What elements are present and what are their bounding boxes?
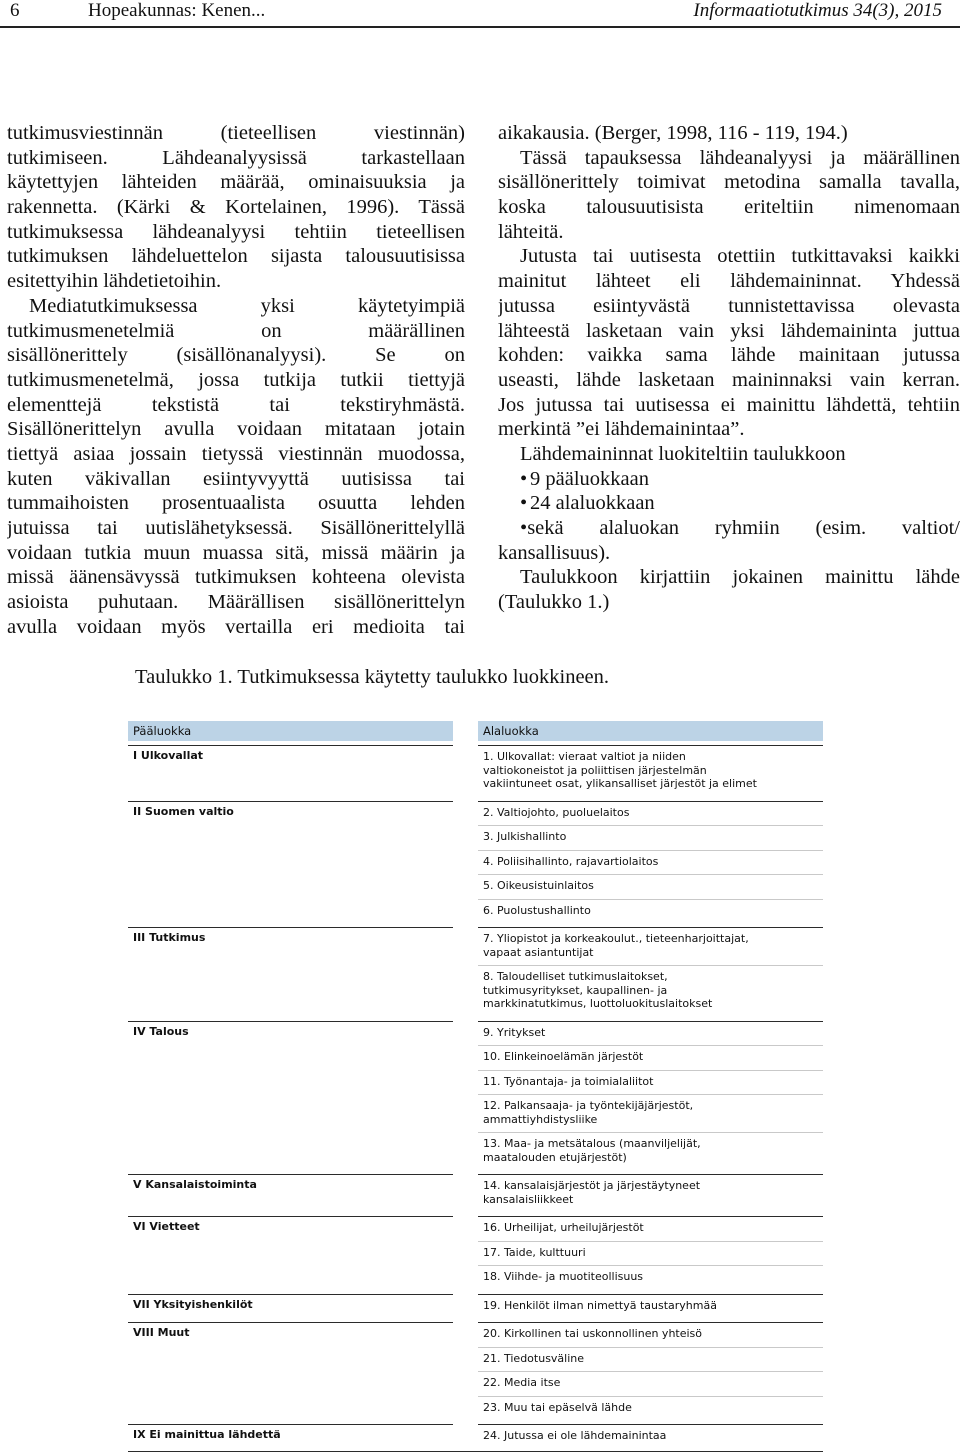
sub-category-cell: [478, 965, 823, 1017]
table-row: [128, 797, 823, 924]
sub-category-cell: [478, 1424, 823, 1449]
main-category-cell: VI Vietteet: [133, 1220, 200, 1233]
bullet-item: [498, 516, 960, 541]
paragraph-line: sisällönerittely (sisällönanalyysi). Se on: [7, 344, 465, 367]
sub-category-line: 18. Viihde- ja muotiteollisuus: [483, 1270, 644, 1283]
sub-category-line: vapaat asiantuntijat: [483, 945, 594, 959]
row-rule: [128, 1174, 453, 1175]
table-header: [128, 721, 823, 741]
sub-category-line: 19. Henkilöt ilman nimettyä taustaryhmää: [483, 1298, 717, 1312]
paragraph-line: tutkimuksen lähdeluettelon sijasta talousuutisissa: [7, 245, 465, 268]
paragraph-line: koska talousuutisista eriteltiin nimenomaan: [498, 196, 960, 219]
paragraph-line: elementtejä tekstistä tai tekstiryhmästä.: [7, 393, 465, 416]
sub-category-line: 9. Yritykset: [483, 1025, 546, 1039]
sub-category-cell: [478, 1174, 823, 1212]
sub-category-line: 23. Muu tai epäselvä lähde: [483, 1400, 632, 1414]
paragraph-line: tiettyä asiaa jossain tietyssä viestinnän muodossa,: [7, 442, 465, 465]
sub-category-line: 22. Media itse: [483, 1376, 561, 1389]
sub-category-line: 10. Elinkeinoelämän järjestöt: [483, 1050, 644, 1063]
paragraph: [498, 244, 960, 442]
sub-category-cell: [478, 1396, 823, 1421]
paragraph: [7, 121, 465, 294]
paragraph-line: missä äänensävyssä tutkimuksen kohteena olevista: [7, 566, 465, 589]
paragraph-line: tutkimusmenetelmä, jossa tutkija tutkii tiettyjä: [7, 368, 465, 391]
paragraph-line: tutkimusmenetelmiä on määrällinen: [7, 319, 465, 342]
table-row: [128, 1170, 823, 1212]
paragraph-line: tutkimusviestinnän (tieteellisen viestinnän): [7, 122, 465, 144]
sub-category-cell: [478, 927, 823, 965]
bullet-icon: •: [520, 467, 528, 490]
sub-category-list: [478, 927, 823, 1017]
paragraph: [7, 294, 465, 640]
header-author: Hopeakunnas: Kenen...: [88, 0, 266, 21]
sub-category-cell: [478, 1094, 823, 1132]
sub-category-line: 1. Ulkovallat: vieraat valtiot ja niiden: [483, 750, 686, 763]
bullet-item-continuation: kansallisuus).: [498, 541, 611, 564]
right-column: [498, 121, 960, 615]
sub-category-line: 20. Kirkollinen tai uskonnollinen yhteisö: [483, 1327, 703, 1340]
paragraph-line: tummaihoisten prosentuaalista osuutta lehden: [7, 492, 465, 515]
paragraph-line: jutussa esiintyvästä tunnistettavissa olevasta: [498, 294, 960, 317]
sub-category-list: [478, 801, 823, 924]
sub-category-line: valtiokoneistot ja poliittisen järjestelmän: [483, 763, 707, 777]
main-category-cell: II Suomen valtio: [133, 804, 234, 818]
sub-category-list: [478, 1322, 823, 1420]
sub-category-cell: [478, 874, 823, 899]
bullet-item: [498, 491, 960, 516]
sub-category-cell: [478, 1265, 823, 1290]
sub-category-list: [478, 1174, 823, 1212]
header-main-category: Pääluokka: [128, 721, 453, 741]
sub-category-cell: [478, 1347, 823, 1372]
sub-category-line: vakiintuneet osat, ylikansalliset järjestöt ja elimet: [483, 777, 757, 790]
sub-category-line: tutkimusyritykset, kaupallinen- ja: [483, 983, 668, 997]
journal-name: Informaatiotutkimus 34(3), 2015: [693, 0, 942, 21]
row-rule: [128, 745, 453, 746]
bullet-icon: •: [520, 517, 528, 539]
paragraph-line: voidaan tutkia muun muassa sitä, missä määrin ja: [7, 541, 465, 564]
sub-category-line: 12. Palkansaaja- ja työntekijäjärjestöt,: [483, 1099, 694, 1112]
sub-category-cell: [478, 850, 823, 875]
sub-category-list: [478, 1021, 823, 1171]
paragraph-line: sisällönerittely toimivat metodina samalla tavalla,: [498, 171, 960, 194]
header-sub-category: Alaluokka: [478, 721, 823, 741]
row-rule: [128, 1322, 453, 1323]
sub-category-cell: [478, 1045, 823, 1070]
main-category-cell: VIII Muut: [133, 1326, 190, 1339]
row-rule: [128, 1021, 453, 1022]
main-category-cell: V Kansalaistoiminta: [133, 1178, 257, 1191]
paragraph-line: Mediatutkimuksessa yksi käytetyimpiä: [29, 294, 465, 317]
main-category-cell: I Ulkovallat: [133, 749, 204, 762]
paragraph-line: lähteestä lasketaan vain yksi lähdemaininta juttua: [498, 319, 960, 342]
sub-category-list: [478, 1216, 823, 1290]
sub-category-line: 11. Työnantaja- ja toimialaliitot: [483, 1074, 654, 1088]
paragraph-line: Lähdemaininnat luokiteltiin taulukkoon: [520, 442, 846, 465]
paragraph-line: (Taulukko 1.): [498, 591, 610, 614]
table-caption: Taulukko 1. Tutkimuksessa käytetty taulukko luokkineen.: [135, 666, 610, 688]
sub-category-line: 21. Tiedotusväline: [483, 1351, 585, 1365]
paragraph-line: Tässä tapauksessa lähdeanalyysi ja määrällinen: [520, 146, 960, 169]
sub-category-cell: [478, 1132, 823, 1170]
sub-category-cell: [478, 745, 823, 797]
sub-category-cell: [478, 825, 823, 850]
sub-category-list: [478, 745, 823, 797]
sub-category-cell: [478, 899, 823, 924]
header-rule: [0, 26, 960, 28]
paragraph-line: käytettyjen lähteiden määrää, ominaisuuksia ja: [7, 171, 465, 194]
sub-category-line: 17. Taide, kulttuuri: [483, 1245, 586, 1259]
paragraph-line: mainitut lähteet eli lähdemaininnat. Yhdessä: [498, 270, 960, 293]
paragraph: [498, 121, 960, 146]
sub-category-line: 2. Valtiojohto, puoluelaitos: [483, 805, 630, 819]
sub-category-line: markkinatutkimus, luottoluokituslaitokset: [483, 997, 713, 1010]
row-rule: [128, 1216, 453, 1217]
bullet-text: sekä alaluokan ryhmiin (esim. valtiot/: [527, 517, 960, 539]
sub-category-line: ammattiyhdistysliike: [483, 1112, 598, 1126]
table-row: [128, 1420, 823, 1449]
bullet-text: 9 pääluokkaan: [530, 467, 649, 490]
bullet-text: 24 alaluokkaan: [530, 492, 655, 515]
sub-category-line: 4. Poliisihallinto, rajavartiolaitos: [483, 854, 659, 868]
table-row: [128, 923, 823, 1017]
row-rule: [128, 1424, 453, 1425]
main-category-cell: III Tutkimus: [133, 931, 206, 944]
sub-category-line: 3. Julkishallinto: [483, 830, 567, 843]
sub-category-line: maatalouden etujärjestöt): [483, 1150, 627, 1164]
paragraph-line: useasti, lähde lasketaan maininnaksi vain kerran.: [498, 368, 960, 391]
bullet-item: [498, 467, 960, 492]
paragraph-line: tutkimiseen. Lähdeanalyysissä tarkastellaan: [7, 146, 465, 169]
table-bottom-rule: [128, 1451, 823, 1452]
paragraph-line: aikakausia. (Berger, 1998, 116 - 119, 194.): [498, 122, 848, 144]
sub-category-line: 16. Urheilijat, urheilujärjestöt: [483, 1221, 644, 1234]
paragraph: [498, 146, 960, 245]
sub-category-cell: [478, 1294, 823, 1319]
sub-category-cell: [478, 1371, 823, 1396]
table-row: [128, 741, 823, 797]
row-rule: [128, 927, 453, 928]
paragraph-line: avulla voidaan myös vertailla eri medioita tai: [7, 615, 465, 638]
sub-category-cell: [478, 1070, 823, 1095]
table-row: [128, 1017, 823, 1171]
paragraph-line: jutuissa tai uutislähetyksessä. Sisällönerittelyllä: [7, 517, 465, 539]
paragraph-line: rakennetta. (Kärki & Kortelainen, 1996). Tässä: [7, 196, 465, 219]
row-rule: [128, 801, 453, 802]
sub-category-line: kansalaisliikkeet: [483, 1192, 574, 1206]
table-row: [128, 1212, 823, 1290]
table-row: [128, 1290, 823, 1319]
paragraph-line: Sisällönerittelyn avulla voidaan mitataan jotain: [7, 418, 465, 441]
page-number: 6: [10, 0, 20, 21]
running-header: [0, 0, 960, 26]
main-category-cell: VII Yksityishenkilöt: [133, 1297, 253, 1311]
category-table: [128, 721, 823, 1452]
sub-category-line: 8. Taloudelliset tutkimuslaitokset,: [483, 970, 668, 983]
paragraph-line: lähteitä.: [498, 220, 564, 243]
paragraph-line: merkintä ”ei lähdemainintaa”.: [498, 418, 745, 441]
main-category-cell: IV Talous: [133, 1024, 189, 1038]
paragraph-line: esitettyihin lähdetietoihin.: [7, 270, 222, 293]
table-body: [128, 741, 823, 1449]
sub-category-list: [478, 1424, 823, 1449]
table-row: [128, 1318, 823, 1420]
sub-category-line: 5. Oikeusistuinlaitos: [483, 879, 594, 892]
sub-category-line: 13. Maa- ja metsätalous (maanviljelijät,: [483, 1137, 701, 1150]
sub-category-line: 7. Yliopistot ja korkeakoulut., tieteenharjoittajat,: [483, 932, 749, 945]
paragraph-line: Jutusta tai uutisesta otettiin tutkittavaksi kaikki: [520, 245, 960, 268]
bullet-icon: •: [520, 492, 528, 515]
bullet-list: [498, 467, 960, 566]
sub-category-cell: [478, 1322, 823, 1347]
paragraph: [498, 565, 960, 614]
sub-category-cell: [478, 1241, 823, 1266]
paragraph-line: kuten väkivallan esiintyvyyttä uutisissa tai: [7, 467, 465, 490]
sub-category-line: 6. Puolustushallinto: [483, 903, 591, 917]
sub-category-line: 24. Jutussa ei ole lähdemainintaa: [483, 1429, 667, 1442]
sub-category-cell: [478, 801, 823, 826]
row-rule: [128, 1294, 453, 1295]
left-column: [7, 121, 465, 639]
paragraph-line: Taulukkoon kirjattiin jokainen mainittu lähde: [520, 566, 960, 589]
paragraph-line: Jos jutussa tai uutisessa ei mainittu lähdettä, tehtiin: [498, 393, 960, 416]
paragraph-line: kohden: vaikka sama lähde mainitaan jutussa: [498, 344, 960, 367]
main-category-cell: IX Ei mainittua lähdettä: [133, 1428, 281, 1441]
sub-category-line: 14. kansalaisjärjestöt ja järjestäytyneet: [483, 1179, 701, 1192]
sub-category-list: [478, 1294, 823, 1319]
sub-category-cell: [478, 1021, 823, 1046]
sub-category-cell: [478, 1216, 823, 1241]
paragraph-line: tutkimuksessa lähdeanalyysi tehtiin tieteellisen: [7, 220, 465, 243]
paragraph-line: asioista puhutaan. Määrällisen sisällönerittelyn: [7, 591, 465, 614]
